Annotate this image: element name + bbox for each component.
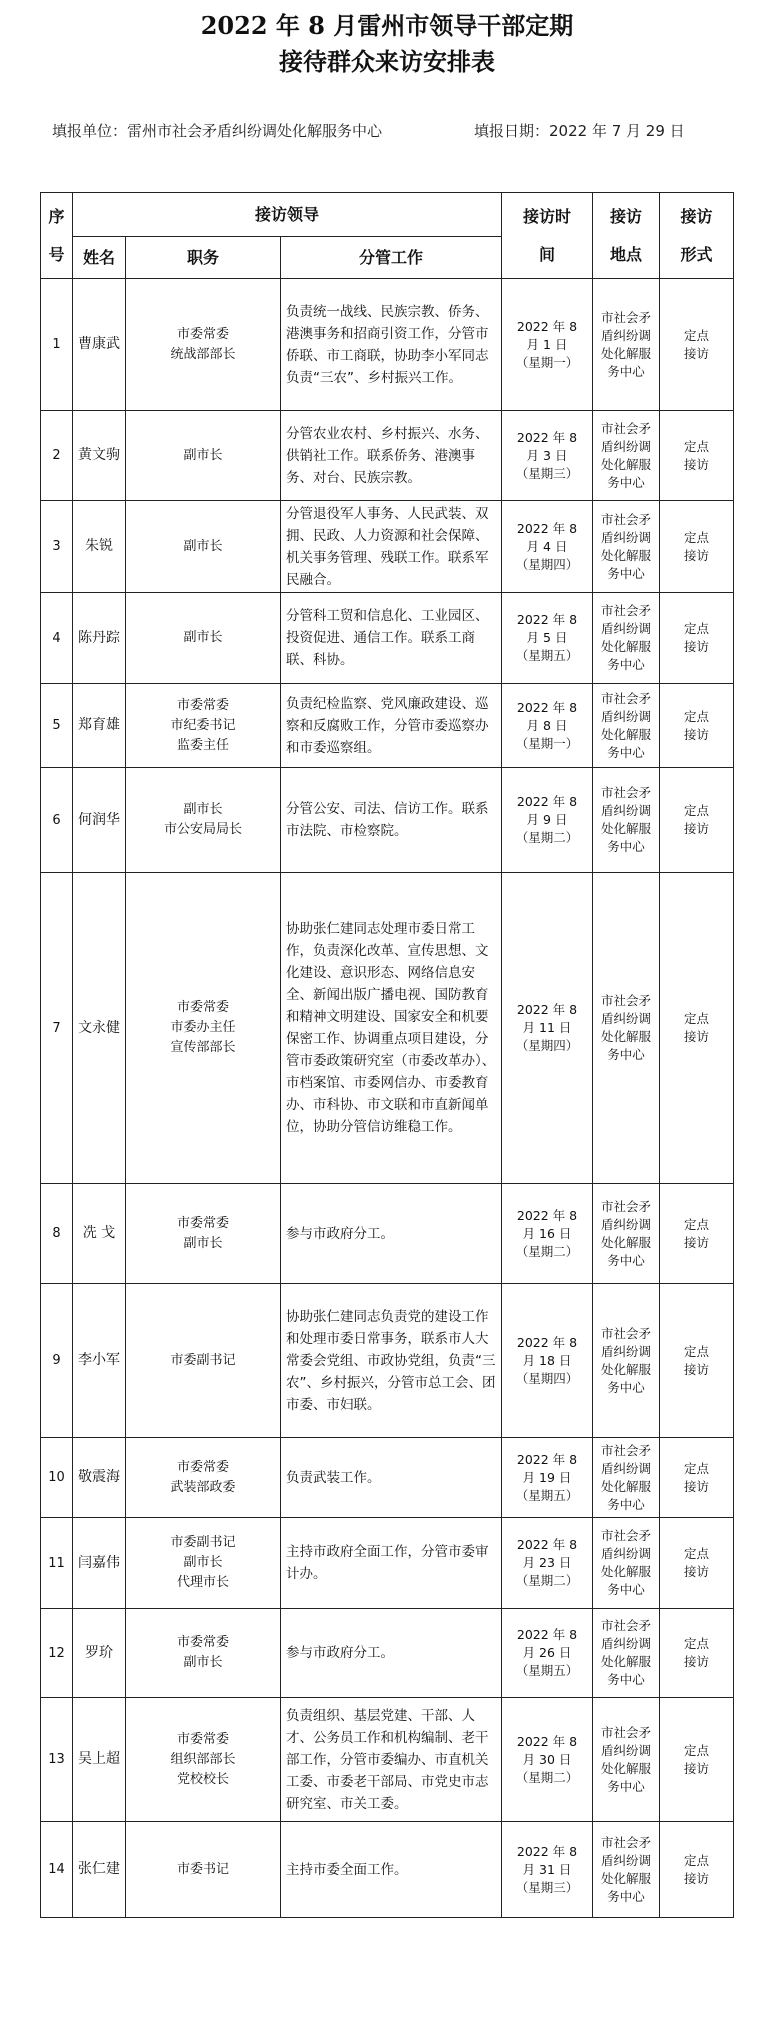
visit-form-line: 接访 bbox=[683, 547, 709, 563]
visit-place-line: 盾纠纷调 bbox=[600, 708, 651, 724]
visit-place-line: 处化解服 bbox=[600, 1564, 651, 1579]
visit-time-line: （星期三） bbox=[515, 1879, 579, 1895]
leader-position-line: 监委主任 bbox=[176, 737, 229, 753]
visit-time-line: （星期二） bbox=[515, 1769, 579, 1785]
visit-place-line: 市社会矛 bbox=[600, 1618, 651, 1633]
visit-time-line: 月 23 日 bbox=[522, 1555, 572, 1570]
visit-place-line: 盾纠纷调 bbox=[600, 1852, 651, 1868]
header-position: 职务 bbox=[126, 237, 281, 279]
visit-place-line: 务中心 bbox=[607, 744, 645, 760]
visit-place-line: 务中心 bbox=[607, 657, 645, 672]
leader-duties: 负责武装工作。 bbox=[281, 1438, 502, 1518]
leader-name: 冼 戈 bbox=[73, 1184, 126, 1284]
visit-time-line: （星期五） bbox=[515, 1487, 579, 1503]
visit-form bbox=[660, 1184, 734, 1284]
leader-name: 闫嘉伟 bbox=[73, 1518, 126, 1609]
leader-position-line: 市委副书记 bbox=[170, 1535, 236, 1550]
visit-time-line: 2022 年 8 bbox=[516, 794, 578, 809]
visit-place-line: 市社会矛 bbox=[600, 690, 651, 706]
visit-form-line: 定点 bbox=[683, 1343, 709, 1359]
visit-time-line: （星期二） bbox=[515, 1573, 579, 1588]
visit-place-line: 处化解服 bbox=[600, 639, 651, 654]
page-title-line1: 2022 年 8 月雷州市领导干部定期 bbox=[200, 11, 574, 40]
visit-place bbox=[593, 1822, 660, 1918]
visit-place-line: 务中心 bbox=[607, 1778, 645, 1794]
table-row bbox=[41, 873, 734, 1184]
visit-place-line: 市社会矛 bbox=[600, 1724, 651, 1740]
visit-time bbox=[502, 501, 593, 593]
visit-time bbox=[502, 873, 593, 1184]
visit-form-line: 定点 bbox=[683, 1636, 709, 1651]
leader-position-line: 市委常委 bbox=[176, 1215, 229, 1231]
leader-duties: 协助张仁建同志负责党的建设工作和处理市委日常事务，联系市人大常委会党组、市政协党组，负责“三农”、乡村振兴，分管市总工会、团市委、市妇联。 bbox=[281, 1284, 502, 1438]
visit-time-line: 月 9 日 bbox=[526, 812, 568, 827]
visit-place-line: 市社会矛 bbox=[600, 785, 651, 800]
visit-time bbox=[502, 684, 593, 768]
leader-duties: 主持市委全面工作。 bbox=[281, 1822, 502, 1918]
visit-form-line: 定点 bbox=[683, 529, 709, 545]
leader-name: 陈丹踪 bbox=[73, 593, 126, 684]
leader-position bbox=[126, 1609, 281, 1698]
visit-place-line: 市社会矛 bbox=[600, 1198, 651, 1214]
leader-position-line: 市委副书记 bbox=[170, 1352, 236, 1368]
visit-time-line: （星期五） bbox=[515, 1663, 579, 1678]
visit-place-line: 盾纠纷调 bbox=[600, 1011, 651, 1026]
row-index: 14 bbox=[41, 1822, 73, 1918]
visit-place-line: 市社会矛 bbox=[600, 1325, 651, 1341]
visit-form-line: 定点 bbox=[683, 1216, 709, 1232]
visit-time-line: 月 26 日 bbox=[522, 1645, 572, 1660]
visit-place-line: 务中心 bbox=[607, 1888, 645, 1904]
visit-time-line: （星期三） bbox=[515, 465, 579, 481]
leader-name: 吴上超 bbox=[73, 1698, 126, 1822]
leader-position bbox=[126, 684, 281, 768]
visit-form-line: 接访 bbox=[683, 726, 709, 742]
page-title-line2: 接待群众来访安排表 bbox=[279, 47, 495, 76]
visit-time-line: 月 8 日 bbox=[526, 717, 568, 733]
header-leader-group: 接访领导 bbox=[73, 193, 502, 237]
leader-name: 文永健 bbox=[73, 873, 126, 1184]
visit-time-line: 2022 年 8 bbox=[516, 429, 578, 445]
leader-position-line: 市委常委 bbox=[176, 1000, 229, 1015]
visit-place-line: 务中心 bbox=[607, 1252, 645, 1268]
visit-place bbox=[593, 684, 660, 768]
visit-place-line: 处化解服 bbox=[600, 1760, 651, 1776]
leader-position-line: 市委书记 bbox=[176, 1861, 229, 1877]
leader-duties: 协助张仁建同志处理市委日常工作，负责深化改革、宣传思想、文化建设、意识形态、网络信息安全、新闻出版广播电视、国防教育和精神文明建设、国家安全和机要保密工作、协调重点项目建设，分管市委政策研究室（市委改革办）、市档案馆、市委网信办、市委教育办、市科协、市文联和市直新闻单位，协助分管信访维稳工作。 bbox=[281, 873, 502, 1184]
row-index: 10 bbox=[41, 1438, 73, 1518]
visit-time-line: 月 11 日 bbox=[522, 1020, 572, 1035]
visit-time-line: 2022 年 8 bbox=[516, 1002, 578, 1017]
visit-form bbox=[660, 501, 734, 593]
visit-place bbox=[593, 873, 660, 1184]
visit-place bbox=[593, 279, 660, 411]
visit-place bbox=[593, 1184, 660, 1284]
header-duties: 分管工作 bbox=[281, 237, 502, 279]
visit-place-line: 盾纠纷调 bbox=[600, 327, 651, 343]
leader-position bbox=[126, 1518, 281, 1609]
header-time: 接访时间 bbox=[502, 193, 593, 279]
leader-position bbox=[126, 1438, 281, 1518]
visit-form-line: 定点 bbox=[683, 1742, 709, 1758]
visit-place-line: 务中心 bbox=[607, 1047, 645, 1062]
visit-time-line: 月 5 日 bbox=[526, 630, 568, 645]
visit-place-line: 务中心 bbox=[607, 363, 645, 379]
visit-time-line: 2022 年 8 bbox=[516, 520, 578, 536]
leader-duties: 负责纪检监察、党风廉政建设、巡察和反腐败工作，分管市委巡察办和市委巡察组。 bbox=[281, 684, 502, 768]
visit-place-line: 务中心 bbox=[607, 565, 645, 581]
visit-place-line: 处化解服 bbox=[600, 1478, 651, 1494]
visit-place-line: 处化解服 bbox=[600, 547, 651, 563]
visit-place-line: 盾纠纷调 bbox=[600, 1216, 651, 1232]
leader-position bbox=[126, 1822, 281, 1918]
visit-place-line: 市社会矛 bbox=[600, 1442, 651, 1458]
visit-form-line: 接访 bbox=[683, 1478, 709, 1494]
header-place: 接访地点 bbox=[593, 193, 660, 279]
visit-form-line: 定点 bbox=[683, 1460, 709, 1476]
visit-form bbox=[660, 684, 734, 768]
visit-time bbox=[502, 1609, 593, 1698]
leader-position-line: 市委常委 bbox=[176, 326, 229, 342]
visit-time-line: 月 30 日 bbox=[522, 1751, 572, 1767]
visit-place bbox=[593, 1284, 660, 1438]
visit-form-line: 定点 bbox=[683, 438, 709, 454]
leader-name: 李小军 bbox=[73, 1284, 126, 1438]
visit-place-line: 处化解服 bbox=[600, 726, 651, 742]
visit-form bbox=[660, 1518, 734, 1609]
visit-form bbox=[660, 873, 734, 1184]
row-index: 6 bbox=[41, 768, 73, 873]
visit-time-line: （星期一） bbox=[515, 354, 579, 370]
visit-time bbox=[502, 1184, 593, 1284]
visit-place-line: 盾纠纷调 bbox=[600, 1343, 651, 1359]
visit-place-line: 盾纠纷调 bbox=[600, 1460, 651, 1476]
table-row bbox=[41, 593, 734, 684]
visit-place bbox=[593, 1438, 660, 1518]
visit-time bbox=[502, 1284, 593, 1438]
visit-time-line: 2022 年 8 bbox=[516, 699, 578, 715]
visit-place bbox=[593, 768, 660, 873]
visit-time-line: （星期二） bbox=[515, 830, 579, 845]
visit-form-line: 接访 bbox=[683, 1870, 709, 1886]
visit-time-line: 2022 年 8 bbox=[516, 1733, 578, 1749]
visit-time bbox=[502, 1698, 593, 1822]
visit-place-line: 处化解服 bbox=[600, 1361, 651, 1377]
visit-place bbox=[593, 501, 660, 593]
visit-time-line: 月 3 日 bbox=[526, 447, 568, 463]
visit-form-line: 接访 bbox=[683, 1029, 709, 1044]
leader-position bbox=[126, 768, 281, 873]
leader-position-line: 副市长 bbox=[183, 802, 223, 817]
visit-time bbox=[502, 1438, 593, 1518]
visit-place-line: 处化解服 bbox=[600, 1029, 651, 1044]
visit-form bbox=[660, 1822, 734, 1918]
visit-place-line: 处化解服 bbox=[600, 345, 651, 361]
leader-position-line: 组织部部长 bbox=[170, 1751, 236, 1767]
visit-time-line: （星期二） bbox=[515, 1243, 579, 1259]
visit-place-line: 市社会矛 bbox=[600, 420, 651, 436]
visit-place-line: 市社会矛 bbox=[600, 1528, 651, 1543]
visit-place-line: 盾纠纷调 bbox=[600, 803, 651, 818]
table-row bbox=[41, 768, 734, 873]
row-index: 8 bbox=[41, 1184, 73, 1284]
table-row bbox=[41, 1822, 734, 1918]
visit-time-line: 月 16 日 bbox=[522, 1225, 572, 1241]
visit-form-line: 接访 bbox=[683, 345, 709, 361]
visit-form bbox=[660, 411, 734, 501]
visit-form-line: 定点 bbox=[683, 327, 709, 343]
table-row bbox=[41, 1518, 734, 1609]
row-index: 4 bbox=[41, 593, 73, 684]
leader-position-line: 统战部部长 bbox=[170, 346, 236, 362]
table-row bbox=[41, 1438, 734, 1518]
table-row bbox=[41, 1184, 734, 1284]
leader-name: 曹康武 bbox=[73, 279, 126, 411]
header-name: 姓名 bbox=[73, 237, 126, 279]
leader-duties: 主持市政府全面工作，分管市委审计办。 bbox=[281, 1518, 502, 1609]
leader-name: 何润华 bbox=[73, 768, 126, 873]
visit-form bbox=[660, 1438, 734, 1518]
visit-place-line: 务中心 bbox=[607, 1672, 645, 1687]
visit-time-line: 2022 年 8 bbox=[516, 1334, 578, 1350]
row-index: 12 bbox=[41, 1609, 73, 1698]
visit-place-line: 处化解服 bbox=[600, 821, 651, 836]
row-index: 5 bbox=[41, 684, 73, 768]
leader-duties: 负责组织、基层党建、干部、人才、公务员工作和机构编制、老干部工作，分管市委编办、市直机关工委、市委老干部局、市党史市志研究室、市关工委。 bbox=[281, 1698, 502, 1822]
visit-place bbox=[593, 1698, 660, 1822]
visit-place-line: 处化解服 bbox=[600, 456, 651, 472]
schedule-table bbox=[40, 192, 734, 1918]
visit-time bbox=[502, 1822, 593, 1918]
visit-time-line: 2022 年 8 bbox=[516, 1537, 578, 1552]
visit-place bbox=[593, 1518, 660, 1609]
leader-position bbox=[126, 1284, 281, 1438]
visit-form-line: 定点 bbox=[683, 1546, 709, 1561]
leader-name: 朱锐 bbox=[73, 501, 126, 593]
row-index: 11 bbox=[41, 1518, 73, 1609]
visit-form-line: 接访 bbox=[683, 1564, 709, 1579]
leader-position-line: 宣传部部长 bbox=[170, 1040, 236, 1055]
leader-position bbox=[126, 501, 281, 593]
table-row bbox=[41, 501, 734, 593]
leader-position bbox=[126, 411, 281, 501]
visit-time-line: 月 4 日 bbox=[526, 538, 568, 554]
leader-position bbox=[126, 593, 281, 684]
visit-time-line: 2022 年 8 bbox=[516, 1207, 578, 1223]
visit-place-line: 务中心 bbox=[607, 839, 645, 854]
visit-place-line: 市社会矛 bbox=[600, 1834, 651, 1850]
header-form: 接访形式 bbox=[660, 193, 734, 279]
visit-place-line: 务中心 bbox=[607, 1379, 645, 1395]
leader-name: 张仁建 bbox=[73, 1822, 126, 1918]
visit-form bbox=[660, 1609, 734, 1698]
visit-time-line: 2022 年 8 bbox=[516, 1627, 578, 1642]
visit-place bbox=[593, 411, 660, 501]
visit-time-line: 月 19 日 bbox=[522, 1469, 572, 1485]
leader-duties: 负责统一战线、民族宗教、侨务、港澳事务和招商引资工作，分管市侨联、市工商联，协助李小军同志负责“三农”、乡村振兴工作。 bbox=[281, 279, 502, 411]
table-row bbox=[41, 411, 734, 501]
visit-place-line: 市社会矛 bbox=[600, 309, 651, 325]
visit-time bbox=[502, 768, 593, 873]
visit-time-line: 2022 年 8 bbox=[516, 612, 578, 627]
visit-form bbox=[660, 279, 734, 411]
visit-form-line: 接访 bbox=[683, 1234, 709, 1250]
visit-form-line: 接访 bbox=[683, 1361, 709, 1377]
visit-form bbox=[660, 1698, 734, 1822]
visit-time-line: 2022 年 8 bbox=[516, 318, 578, 334]
visit-time-line: （星期四） bbox=[515, 556, 579, 572]
leader-position-line: 市委常委 bbox=[176, 697, 229, 713]
leader-position-line: 副市长 bbox=[183, 1655, 223, 1670]
leader-name: 敬震海 bbox=[73, 1438, 126, 1518]
visit-form-line: 接访 bbox=[683, 456, 709, 472]
visit-form-line: 接访 bbox=[683, 639, 709, 654]
visit-time bbox=[502, 593, 593, 684]
visit-time-line: 2022 年 8 bbox=[516, 1843, 578, 1859]
visit-place-line: 市社会矛 bbox=[600, 511, 651, 527]
visit-form-line: 接访 bbox=[683, 1654, 709, 1669]
visit-time-line: （星期四） bbox=[515, 1038, 579, 1053]
fill-unit: 填报单位：雷州市社会矛盾纠纷调处化解服务中心 bbox=[52, 122, 383, 140]
visit-time-line: 月 1 日 bbox=[526, 336, 568, 352]
visit-place-line: 盾纠纷调 bbox=[600, 621, 651, 636]
visit-place-line: 市社会矛 bbox=[600, 993, 651, 1008]
visit-place-line: 盾纠纷调 bbox=[600, 1636, 651, 1651]
visit-place-line: 盾纠纷调 bbox=[600, 438, 651, 454]
visit-form-line: 定点 bbox=[683, 803, 709, 818]
leader-position-line: 副市长 bbox=[183, 447, 223, 463]
leader-position bbox=[126, 1698, 281, 1822]
visit-form bbox=[660, 768, 734, 873]
visit-place-line: 务中心 bbox=[607, 474, 645, 490]
leader-position-line: 市委常委 bbox=[176, 1635, 229, 1650]
visit-form bbox=[660, 593, 734, 684]
row-index: 9 bbox=[41, 1284, 73, 1438]
row-index: 1 bbox=[41, 279, 73, 411]
header-index: 序号 bbox=[41, 193, 73, 279]
visit-place-line: 盾纠纷调 bbox=[600, 1742, 651, 1758]
leader-position-line: 市公安局局长 bbox=[163, 822, 242, 837]
visit-time-line: （星期五） bbox=[515, 648, 579, 663]
fill-date: 填报日期：2022 年 7 月 29 日 bbox=[474, 122, 685, 140]
visit-place bbox=[593, 593, 660, 684]
leader-position-line: 市纪委书记 bbox=[170, 717, 236, 733]
leader-position bbox=[126, 1184, 281, 1284]
leader-position-line: 副市长 bbox=[183, 538, 223, 554]
table-row bbox=[41, 279, 734, 411]
leader-position-line: 副市长 bbox=[183, 630, 223, 645]
visit-place-line: 处化解服 bbox=[600, 1870, 651, 1886]
visit-form-line: 定点 bbox=[683, 1011, 709, 1026]
visit-time-line: 2022 年 8 bbox=[516, 1451, 578, 1467]
leader-position-line: 党校校长 bbox=[176, 1771, 229, 1787]
leader-duties: 参与市政府分工。 bbox=[281, 1184, 502, 1284]
visit-time bbox=[502, 279, 593, 411]
row-index: 2 bbox=[41, 411, 73, 501]
leader-position-line: 副市长 bbox=[183, 1235, 223, 1251]
leader-position-line: 副市长 bbox=[183, 1555, 223, 1570]
visit-place-line: 务中心 bbox=[607, 1582, 645, 1597]
visit-form-line: 定点 bbox=[683, 708, 709, 724]
row-index: 7 bbox=[41, 873, 73, 1184]
visit-place-line: 处化解服 bbox=[600, 1234, 651, 1250]
leader-position bbox=[126, 873, 281, 1184]
leader-position-line: 武装部政委 bbox=[170, 1479, 236, 1495]
leader-position bbox=[126, 279, 281, 411]
table-row bbox=[41, 1698, 734, 1822]
visit-form-line: 定点 bbox=[683, 1852, 709, 1868]
leader-name: 罗玠 bbox=[73, 1609, 126, 1698]
leader-duties: 参与市政府分工。 bbox=[281, 1609, 502, 1698]
visit-place-line: 盾纠纷调 bbox=[600, 529, 651, 545]
visit-form-line: 接访 bbox=[683, 1760, 709, 1776]
row-index: 3 bbox=[41, 501, 73, 593]
visit-place bbox=[593, 1609, 660, 1698]
visit-time-line: 月 31 日 bbox=[522, 1861, 572, 1877]
visit-place-line: 务中心 bbox=[607, 1496, 645, 1512]
leader-duties: 分管农业农村、乡村振兴、水务、供销社工作。联系侨务、港澳事务、对台、民族宗教。 bbox=[281, 411, 502, 501]
visit-time bbox=[502, 1518, 593, 1609]
visit-time-line: 月 18 日 bbox=[522, 1352, 572, 1368]
leader-position-line: 市委办主任 bbox=[170, 1020, 236, 1035]
visit-form bbox=[660, 1284, 734, 1438]
leader-position-line: 市委常委 bbox=[176, 1459, 229, 1475]
visit-place-line: 市社会矛 bbox=[600, 603, 651, 618]
visit-place-line: 处化解服 bbox=[600, 1654, 651, 1669]
leader-duties: 分管科工贸和信息化、工业园区、投资促进、通信工作。联系工商联、科协。 bbox=[281, 593, 502, 684]
visit-time-line: （星期一） bbox=[515, 735, 579, 751]
leader-position-line: 代理市长 bbox=[176, 1575, 229, 1590]
leader-name: 郑育雄 bbox=[73, 684, 126, 768]
visit-place-line: 盾纠纷调 bbox=[600, 1546, 651, 1561]
visit-time-line: （星期四） bbox=[515, 1370, 579, 1386]
leader-duties: 分管公安、司法、信访工作。联系市法院、市检察院。 bbox=[281, 768, 502, 873]
leader-duties: 分管退役军人事务、人民武装、双拥、民政、人力资源和社会保障、机关事务管理、残联工作。联系军民融合。 bbox=[281, 501, 502, 593]
visit-form-line: 接访 bbox=[683, 821, 709, 836]
leader-position-line: 市委常委 bbox=[176, 1731, 229, 1747]
row-index: 13 bbox=[41, 1698, 73, 1822]
table-row bbox=[41, 1609, 734, 1698]
visit-form-line: 定点 bbox=[683, 621, 709, 636]
leader-name: 黄文驹 bbox=[73, 411, 126, 501]
table-row bbox=[41, 1284, 734, 1438]
table-row bbox=[41, 684, 734, 768]
visit-time bbox=[502, 411, 593, 501]
